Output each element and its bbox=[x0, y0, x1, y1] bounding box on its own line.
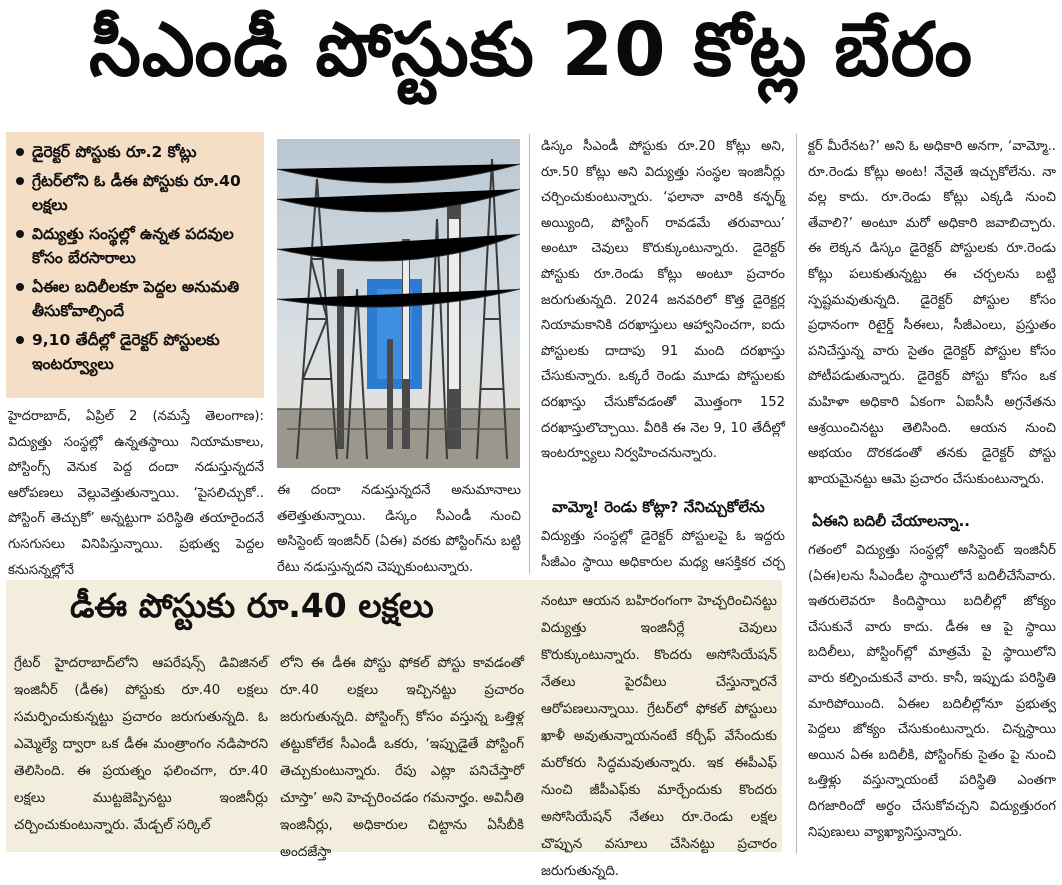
paragraph: గ్రేటర్ హైదరాబాద్‌లోని ఆపరేషన్స్ డివిజినల్ ఇంజినీర్ (డీఈ) పోస్టుకు రూ.40 లక్షలు సమర్పించుకున్నట్టు ప్రచారం జరుగుతున్నది. ఓ ఎమ్మెల్యే ద్వారా ఒక డీఈ మంత్రాంగం నడిపారని తెలిసింది. ఈ ప్రయత్నం ఫలించగా, రూ.40 లక్షలు ముట్టజెప్పినట్టు ఇంజినీర్లు చర్చించుకుంటున్నారు. మేడ్చల్ సర్కిల్ bbox=[14, 655, 268, 833]
article-column-2 bbox=[277, 478, 521, 580]
headline: సీఎండీ పోస్టుకు 20 కోట్ల బేరం bbox=[88, 7, 974, 93]
bullet-icon bbox=[16, 230, 24, 238]
paragraph: విద్యుత్తు సంస్థల్లో డైరెక్టర్ పోస్టులపై ఓ ఇద్దరు సీజీఎం స్థాయి అధికారుల మధ్య ఆసక్తికర చర్చ bbox=[541, 529, 785, 570]
subheading-1: వామ్మో! రెండు కోట్లా? నేనిచ్చుకోలేను bbox=[552, 498, 765, 516]
substation-photo bbox=[277, 139, 520, 468]
paragraph: నంటూ ఆయన బహిరంగంగా హెచ్చరించినట్టు విద్యుత్తు ఇంజినీర్లే చెవులు కొరుక్కుంటున్నారు. కొందరు అసోసియేషన్ నేతలు పైరవీలు చేస్తున్నారనే ఆరోపణలున్నాయి. గ్రేటర్‌లో ఫోకల్ పోస్టులు ఖాళీ అవుతున్నాయనంటే కర్చీఫ్ వేసేందుకు మరోకరు సిద్ధమవుతున్నారు. ఇక ఈపీఎఫ్ నుంచి జీపీఎఫ్‌కు మార్చేందుకు కొందరు అసోసియేషన్ నేతలు రూ.రెండు లక్షల చొప్పున వసూలు చేసినట్టు ప్రచారం జరుగుతున్నది. bbox=[541, 593, 777, 879]
paragraph: డిస్కం సీఎండీ పోస్టుకు రూ.20 కోట్లు అని, రూ.50 కోట్లు అని విద్యుత్తు సంస్థల ఇంజినీర్లు చర్చించుకుంటున్నారు. ‘ఫలానా వారికి కన్ఫర్మ్ అయ్యింది, పోస్టింగ్ రావడమే తరువాయి’ అంటూ చెవులు కొరుక్కుంటున్నారు. డైరెక్టర్ పోస్టుకు రూ.రెండు కోట్లు అంటూ ప్రచారం జరుగుతున్నది. 2024 జనవరిలో కొత్త డైరెక్టర్ల నియామకానికి దరఖాస్తులు ఆహ్వానించగా, ఐదు పోస్టులకు దాదాపు 91 మంది దరఖాస్తు చేసుకున్నారు. ఒక్కరే రెండు మూడు పోస్టులకు దరఖాస్తు చేసుకోవడంతో మొత్తంగా 152 దరఖాస్తులొచ్చాయి. వీరికి ఈ నెల 9, 10 తేదీల్లో ఇంటర్వ్యూలు నిర్వహించనున్నారు. bbox=[541, 139, 785, 462]
paragraph: గతంలో విద్యుత్తు సంస్థల్లో అసిస్టెంట్ ఇంజినీర్ (ఏఈ)లను సీఎండీల స్థాయిలోనే బదిలీచేసేవారు. ఇతరులెవరూ కిందిస్థాయి బదిలీల్లో జోక్యం చేసుకునే వారు కాదు. డీఈ ఆ పై స్థాయి బదిలీలు, పోస్టింగ్‌ల్లో మాత్రమే పై స్థాయిలోని వారు కల్పించుకునే వారు. కానీ, ఇప్పుడు పరిస్థితి మారిపోయింది. ఏఈల బదిలీల్లోనూ ప్రభుత్వ పెద్దలు జోక్యం చేసుకుంటున్నారు. చిన్నస్థాయి అయిన ఏఈ బదిలీకి, పోస్టింగ్‌కు సైతం పై నుంచి ఒత్తిళ్లు వస్తున్నాయంటే పరిస్థితి ఎంతగా దిగజారిందో అర్థం చేసుకోవచ్చని విద్యుత్తురంగ నిపుణులు వ్యాఖ్యానిస్తున్నారు. bbox=[808, 543, 1056, 840]
bullet-icon bbox=[16, 177, 24, 185]
article-column-1 bbox=[8, 404, 264, 583]
column-divider bbox=[796, 134, 797, 854]
boxed-story-column-3 bbox=[541, 588, 777, 885]
highlight-item bbox=[16, 222, 256, 270]
boxed-story-column-1 bbox=[14, 650, 268, 839]
article-column-3 bbox=[541, 134, 785, 467]
column-divider bbox=[529, 134, 530, 574]
highlight-text: విద్యుత్తు సంస్థల్లో ఉన్నత పదవుల కోసం బేరసారాలు bbox=[32, 225, 234, 267]
highlight-item bbox=[16, 328, 256, 376]
bullet-icon bbox=[16, 283, 24, 291]
boxed-story-title: డీఈ పోస్టుకు రూ.40 లక్షలు bbox=[70, 586, 434, 625]
paragraph: హైదరాబాద్, ఏప్రిల్ 2 (నమస్తే తెలంగాణ): విద్యుత్తు సంస్థల్లో ఉన్నతస్థాయి నియామకాలు, పోస్టింగ్స్ వెనుక పెద్ద దందా నడుస్తున్నదనే ఆరోపణలు వెల్లువెత్తుతున్నాయి. ‘పైసలిచ్చుకో.. పోస్టింగ్ తెచ్చుకో’ అన్నట్టుగా పరిస్థితి తయారైందనే గుసగుసలు వినిపిస్తున్నాయి. ప్రభుత్వ పెద్దల కనుసన్నల్లోనే bbox=[8, 409, 264, 578]
subheading-2: ఏఈని బదిలీ చేయాలన్నా.. bbox=[812, 512, 970, 530]
highlights-box bbox=[6, 132, 264, 398]
paragraph: లోని ఈ డీఈ పోస్టు ఫోకల్ పోస్టు కావడంతో రూ.40 లక్షలు ఇచ్చినట్టు ప్రచారం జరుగుతున్నది. పోస్టింగ్స్ కోసం వస్తున్న ఒత్తిళ్ల తట్టుకోలేక సీఎండీ ఒకరు, ‘ఇప్పుడైతే పోస్టింగ్ తెచ్చుకుంటున్నారు. రేపు ఎట్లా పనిచేస్తారో చూస్తా’ అని హెచ్చరించడం గమనార్హం. అవినీతి ఇంజినీర్లు, అధికారుల చిట్టాను ఏసీబీకి అందజేస్తా bbox=[280, 655, 524, 860]
paragraph: క్టర్ మీరేనట?’ అని ఓ అధికారి అనగా, ‘వామ్మో.. రూ.రెండు కోట్లు అంట! నేనైతే ఇచ్చుకోలేను. నా వల్ల కాదు. రూ.రెండు కోట్లు ఎక్కడి నుంచి తేవాలి?’ అంటూ మరో అధికారి జవాబిచ్చారు. ఈ లెక్కన డిస్కం డైరెక్టర్ పోస్టులకు రూ.రెండు కోట్లు పలుకుతున్నట్టు ఈ చర్చలను బట్టి స్పష్టమవుతున్నది. డైరెక్టర్ పోస్టుల కోసం ప్రధానంగా రిటైర్డ్ సీఈలు, సీజీఎంలు, ప్రస్తుతం పనిచేస్తున్న వారు సైతం డైరెక్టర్ పోస్టుల కోసం పోటీపడుతున్నారు. డైరెక్టర్ పోస్టు కోసం ఒక మహిళా అధికారి ఏకంగా ఏఐసీసీ అగ్రనేతను ఆశ్రయించినట్టు తెలిసింది. ఆయన నుంచి అభయం దొరకడంతో తనకు డైరెక్టర్ పోస్టు ఖాయమైనట్టు ఆమె ప్రచారం చేసుకుంటున్నారు. bbox=[808, 139, 1056, 487]
highlight-item bbox=[16, 140, 256, 164]
paragraph: ఈ దందా నడుస్తున్నదనే అనుమానాలు తలెత్తుతున్నాయి. డిస్కం సీఎండీ నుంచి అసిస్టెంట్ ఇంజినీర్ (ఏఈ) వరకు పోస్టింగ్‌ను బట్టి రేటు నడుస్తున్నదని చెప్పుకుంటున్నారు. bbox=[277, 483, 521, 575]
highlights-list bbox=[16, 140, 256, 376]
highlight-text: ఏఈల బదిలీలకూ పెద్దల అనుమతి తీసుకోవాల్సిందే bbox=[32, 278, 240, 320]
article-column-4 bbox=[808, 134, 1056, 492]
bullet-icon bbox=[16, 148, 24, 156]
boxed-story-column-2 bbox=[280, 650, 524, 866]
bullet-icon bbox=[16, 336, 24, 344]
highlight-text: డైరెక్టర్ పోస్టుకు రూ.2 కోట్లు bbox=[32, 143, 197, 161]
highlight-item bbox=[16, 169, 256, 217]
article-column-4b bbox=[808, 538, 1056, 845]
highlight-text: 9,10 తేదీల్లో డైరెక్టర్ పోస్టులకు ఇంటర్వ్యూలు bbox=[32, 331, 220, 373]
highlight-text: గ్రేటర్‌లోని ఓ డీఈ పోస్టుకు రూ.40 లక్షలు bbox=[32, 172, 241, 214]
highlight-item bbox=[16, 275, 256, 323]
